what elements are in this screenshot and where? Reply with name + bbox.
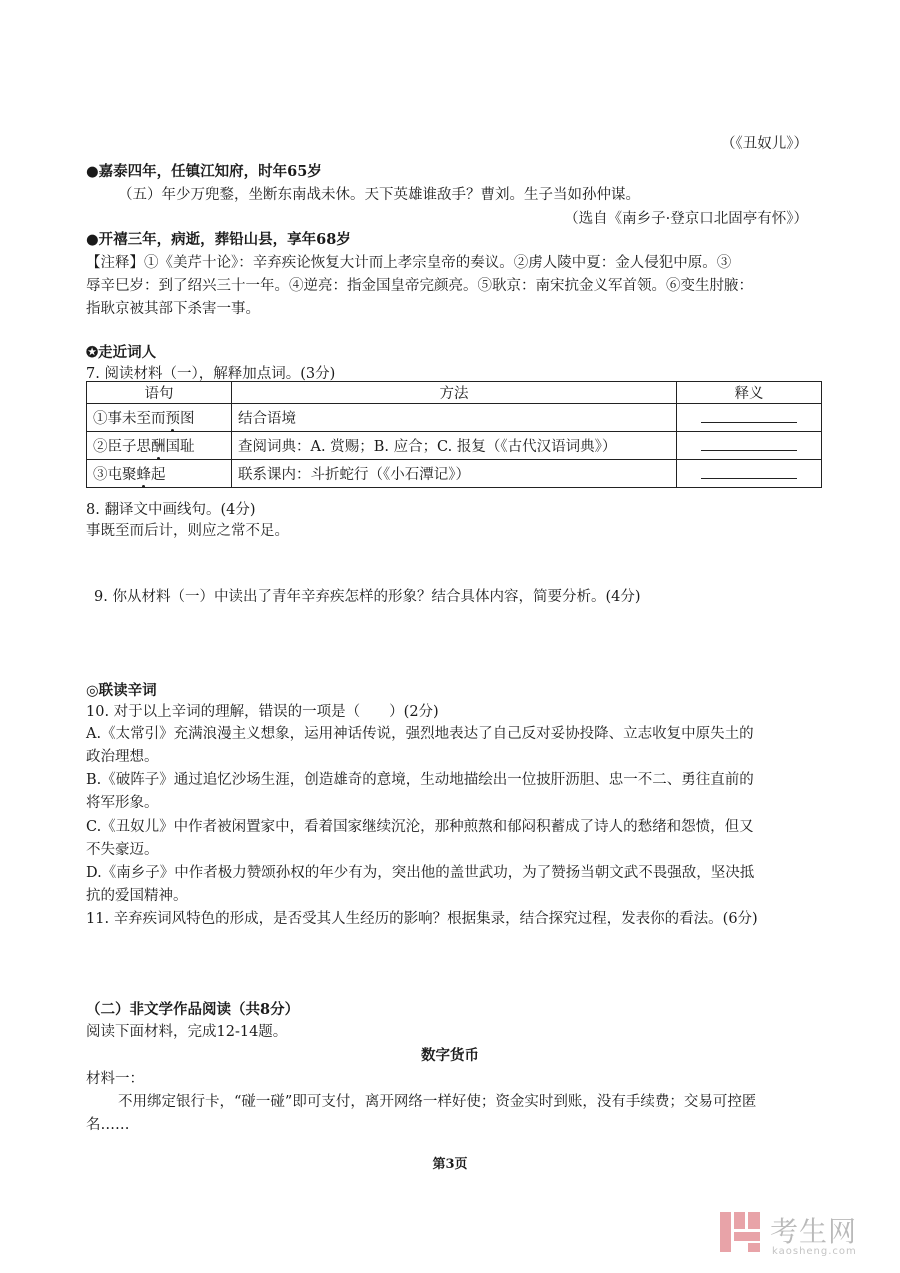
dotted-word: 预 [166, 407, 181, 428]
option-d-line-1: D.《南乡子》中作者极力赞颂孙权的年少有为，突出他的盖世武功，为了赞扬当朝文武不畏强敌，坚决抵 [86, 865, 755, 881]
table-row [87, 460, 822, 488]
part2-instruction: 阅读下面材料，完成12-14题。 [86, 1024, 288, 1040]
answer-blank[interactable] [677, 432, 822, 460]
annotation-line-2: 辱辛巳岁：到了绍兴三十一年。④逆亮：指金国皇帝完颜亮。⑤耿京：南宋抗金义军首领。⑥变生肘腋： [86, 278, 753, 294]
header-meaning: 释义 [677, 382, 822, 404]
question-8: 8. 翻译文中画线句。(4分) [86, 502, 256, 518]
method-cell: 查阅词典：A. 赏赐；B. 应合；C. 报复（《古代汉语词典》） [232, 432, 677, 460]
source-chounuer: （《丑奴儿》） [721, 136, 808, 152]
header-method: 方法 [232, 382, 677, 404]
q7-table-header [87, 382, 822, 404]
page-number: 第3页 [432, 1157, 468, 1172]
article-title: 数字货币 [421, 1047, 479, 1064]
material-para-line-2: 名…… [86, 1117, 130, 1133]
question-7: 7. 阅读材料（一），解释加点词。(3分) [86, 366, 336, 382]
answer-blank[interactable] [677, 404, 822, 432]
question-11: 11. 辛弃疾词风特色的形成，是否受其人生经历的影响？根据集录，结合探究过程，发表你的看法。(6分) [86, 911, 758, 927]
option-b-line-2: 将军形象。 [86, 795, 159, 811]
question-8-sentence: 事既至而后计，则应之常不足。 [86, 523, 289, 539]
poem-nanxiangzi: （五）年少万兜鍪，坐断东南战未休。天下英雄谁敌手？曹刘。生子当如孙仲谋。 [118, 187, 640, 203]
section-heading-poet: ✪走近词人 [86, 344, 157, 361]
life-heading-jiatai: ●嘉泰四年，任镇江知府，时年65岁 [86, 163, 322, 180]
material-para-line-1: 不用绑定银行卡，“碰一碰”即可支付，离开网络一样好使；资金实时到账，没有手续费；交易可控匿 [118, 1094, 757, 1110]
kaosheng-logo-icon [718, 1210, 762, 1254]
option-b-line-1: B.《破阵子》通过追忆沙场生涯，创造雄奇的意境，生动地描绘出一位披肝沥胆、忠一不二、勇往直前的 [86, 772, 754, 788]
answer-blank[interactable] [677, 460, 822, 488]
watermark-en: kaosheng.com [772, 1246, 857, 1257]
section-heading-xinci: ◎联读辛词 [86, 682, 157, 699]
option-c-line-2: 不失豪迈。 [86, 842, 159, 858]
header-sentence: 语句 [87, 382, 232, 404]
annotation-line-1: 【注释】①《美芹十论》：辛弃疾论恢复大计而上孝宗皇帝的奏议。②虏人陵中夏：金人侵犯中原。③ [86, 255, 732, 271]
method-cell: 结合语境 [232, 404, 677, 432]
question-10: 10. 对于以上辛词的理解，错误的一项是（ ）(2分) [86, 704, 439, 720]
q7-table [86, 381, 822, 488]
question-9: 9. 你从材料（一）中读出了青年辛弃疾怎样的形象？结合具体内容，简要分析。(4分) [94, 589, 641, 605]
source-nanxiangzi: （选自《南乡子·登京口北固亭有怀》） [564, 211, 808, 227]
part2-heading: （二）非文学作品阅读（共8分） [86, 1001, 300, 1018]
sentence-cell: ①事未至而预图 [87, 404, 232, 432]
material-label: 材料一： [86, 1071, 144, 1087]
table-row [87, 432, 822, 460]
sentence-cell: ②臣子思酬国耻 [87, 432, 232, 460]
method-cell: 联系课内：斗折蛇行（《小石潭记》） [232, 460, 677, 488]
watermark-cn: 考生网 [770, 1215, 858, 1248]
option-c-line-1: C.《丑奴儿》中作者被闲置家中，看着国家继续沉沦，那种煎熬和郁闷积蓄成了诗人的愁绪和怨愤，但又 [86, 819, 754, 835]
dotted-word: 蜂 [137, 463, 152, 484]
dotted-word: 酬 [151, 435, 166, 456]
option-d-line-2: 抗的爱国精神。 [86, 888, 188, 904]
option-a-line-2: 政治理想。 [86, 749, 159, 765]
annotation-line-3: 指耿京被其部下杀害一事。 [86, 301, 260, 317]
life-heading-kaixi: ●开禧三年，病逝，葬铅山县，享年68岁 [86, 231, 351, 248]
option-a-line-1: A.《太常引》充满浪漫主义想象，运用神话传说，强烈地表达了自己反对妥协投降、立志收复中原失土的 [86, 726, 754, 742]
sentence-cell: ③屯聚蜂起 [87, 460, 232, 488]
table-row [87, 404, 822, 432]
